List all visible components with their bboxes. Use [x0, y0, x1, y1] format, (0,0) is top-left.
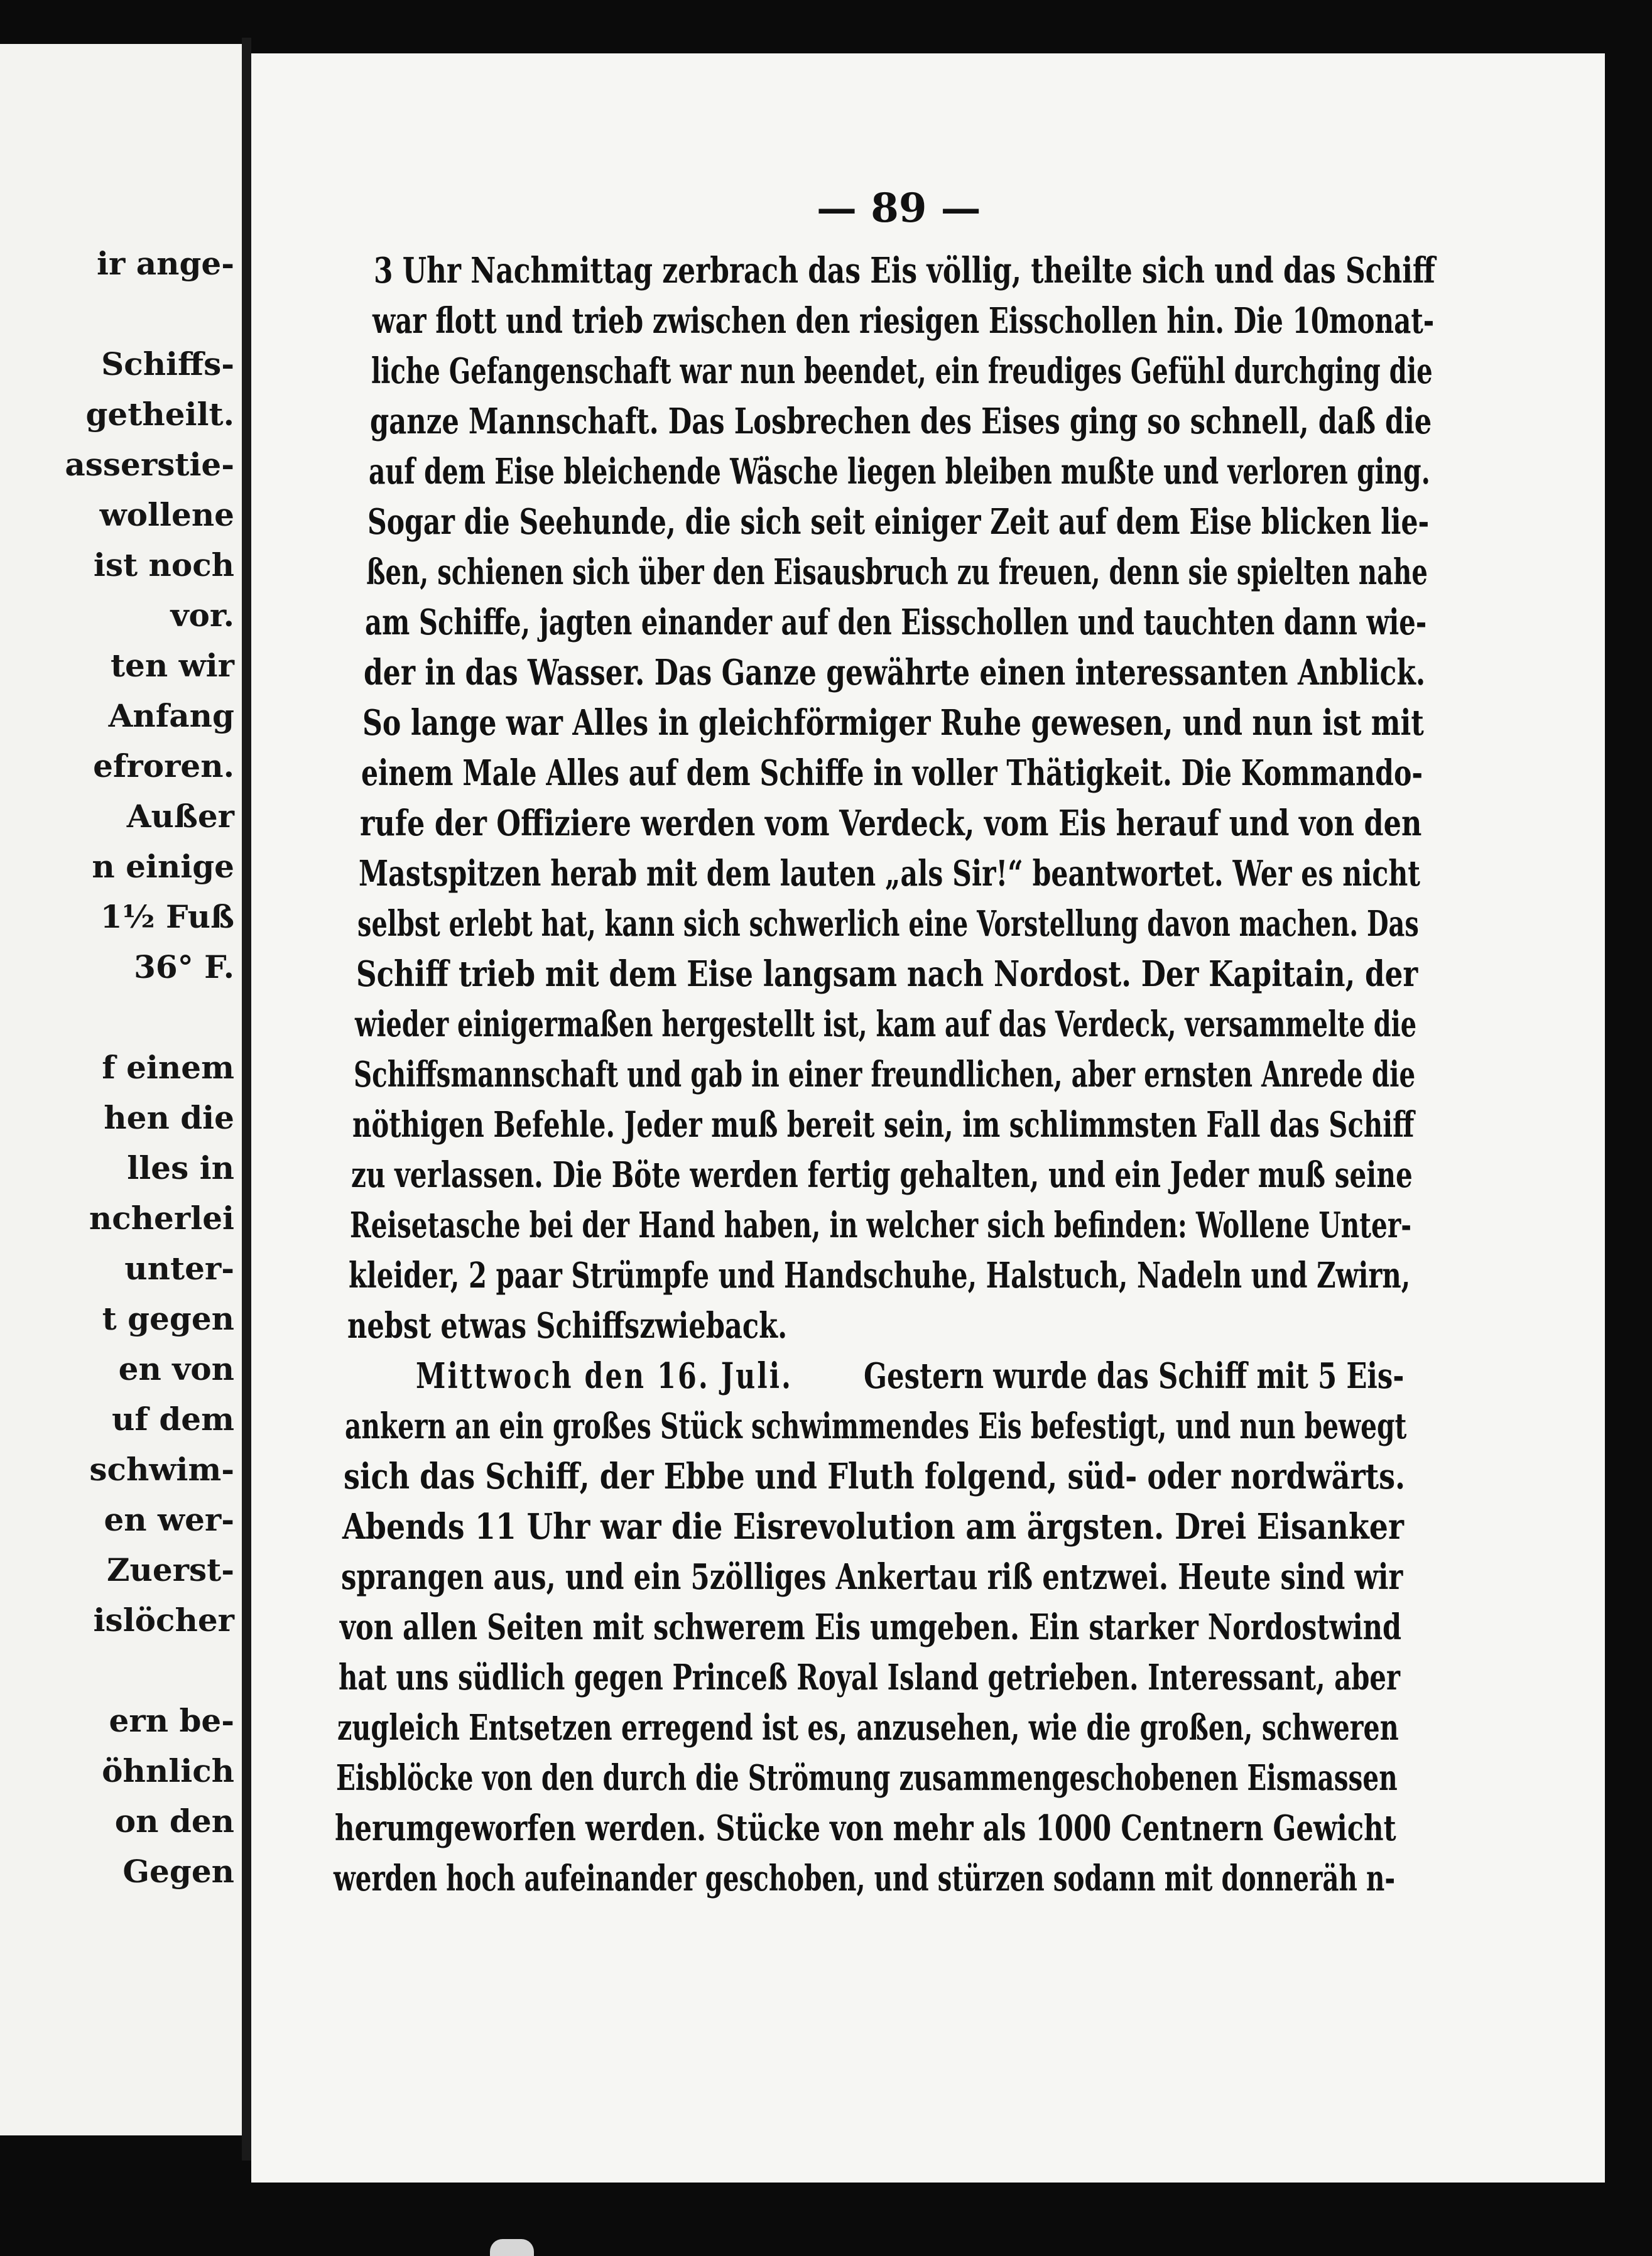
- left-line: 36° F.: [134, 948, 234, 985]
- left-line: ir ange-: [96, 245, 234, 282]
- text-line: von allen Seiten mit schwerem Eis umgeben. Ein starker Nordostwind: [340, 1607, 1402, 1648]
- date-heading: Mittwoch den 16. Juli.: [416, 1355, 793, 1397]
- text-line: hat uns südlich gegen Princeß Royal Island getrieben. Interessant, aber: [339, 1657, 1400, 1698]
- left-line: on den: [114, 1803, 234, 1840]
- text-line: einem Male Alles auf dem Schiffe in voller Thätigkeit. Die Kommando-: [361, 752, 1423, 794]
- text-line: ankern an ein großes Stück schwimmendes Eis befestigt, und nun bewegt: [345, 1406, 1407, 1447]
- left-line: n einige: [92, 848, 234, 885]
- left-line: efroren.: [93, 747, 234, 784]
- left-line: Anfang: [108, 697, 234, 734]
- left-line: Gegen: [122, 1853, 234, 1890]
- text-line: sich das Schiff, der Ebbe und Fluth folgend, süd- oder nordwärts.: [344, 1456, 1406, 1497]
- text-line: 3 Uhr Nachmittag zerbrach das Eis völlig, theilte sich und das Schiff: [374, 250, 1435, 291]
- page-number: — 89 —: [817, 185, 981, 232]
- left-line: wollene: [99, 496, 234, 533]
- text-line: ganze Mannschaft. Das Losbrechen des Eises ging so schnell, daß die: [370, 401, 1432, 442]
- left-line: f einem: [102, 1049, 234, 1086]
- right-page: [251, 53, 1605, 2183]
- text-line: liche Gefangenschaft war nun beendet, ein freudiges Gefühl durchging die: [371, 350, 1433, 392]
- left-line: Zuerst-: [106, 1551, 234, 1588]
- left-line: getheilt.: [85, 396, 234, 433]
- text-line: Gestern wurde das Schiff mit 5 Eis-: [864, 1355, 1405, 1397]
- text-line: Schiff trieb mit dem Eise langsam nach Nordost. Der Kapitain, der: [356, 953, 1418, 995]
- left-line: asserstie-: [65, 446, 234, 483]
- text-line: am Schiffe, jagten einander auf den Eisschollen und tauchten dann wie-: [365, 602, 1427, 643]
- text-line: Abends 11 Uhr war die Eisrevolution am ärgsten. Drei Eisanker: [342, 1506, 1404, 1548]
- text-line: rufe der Offiziere werden vom Verdeck, vom Eis herauf und von den: [360, 803, 1422, 844]
- left-line: Schiffs-: [101, 345, 234, 382]
- scan-artifact: [490, 2239, 534, 2256]
- left-line: schwim-: [89, 1451, 234, 1488]
- left-line: ncherlei: [89, 1200, 234, 1237]
- left-line: ist noch: [93, 546, 234, 583]
- left-line: islöcher: [93, 1602, 234, 1639]
- book-gutter: [242, 38, 251, 2161]
- text-line: So lange war Alles in gleichförmiger Ruhe gewesen, und nun ist mit: [362, 702, 1424, 744]
- left-line: 1½ Fuß: [100, 898, 234, 935]
- left-line: hen die: [104, 1099, 234, 1136]
- left-line: ern be-: [109, 1702, 234, 1739]
- left-line: uf dem: [112, 1401, 234, 1438]
- text-line: wieder einigermaßen hergestellt ist, kam auf das Verdeck, versammelte die: [355, 1004, 1417, 1045]
- text-line: Reisetasche bei der Hand haben, in welcher sich befinden: Wollene Unter-: [350, 1205, 1412, 1246]
- text-line: war flott und trieb zwischen den riesigen Eisschollen hin. Die 10monat-: [372, 300, 1435, 342]
- left-line: ten wir: [110, 647, 234, 684]
- left-line: t gegen: [102, 1300, 234, 1337]
- left-page-fragment: [0, 44, 242, 2135]
- text-line: der in das Wasser. Das Ganze gewährte einen interessanten Anblick.: [364, 652, 1426, 693]
- text-line: selbst erlebt hat, kann sich schwerlich eine Vorstellung davon machen. Das: [357, 903, 1419, 945]
- text-line: Sogar die Seehunde, die sich seit einiger Zeit auf dem Eise blicken lie-: [367, 501, 1430, 543]
- text-line: nebst etwas Schiffszwieback.: [347, 1305, 788, 1347]
- left-line: lles in: [127, 1149, 234, 1186]
- text-line: sprangen aus, und ein 5zölliges Ankertau riß entzwei. Heute sind wir: [341, 1556, 1403, 1598]
- left-line: vor.: [170, 597, 234, 634]
- text-line: Eisblöcke von den durch die Strömung zusammengeschobenen Eismassen: [336, 1757, 1398, 1799]
- left-line: Außer: [126, 798, 234, 835]
- text-line: Schiffsmannschaft und gab in einer freundlichen, aber ernsten Anrede die: [354, 1054, 1416, 1095]
- text-line: auf dem Eise bleichende Wäsche liegen bleiben mußte und verloren ging.: [369, 451, 1430, 492]
- left-line: en wer-: [104, 1501, 234, 1538]
- text-line: zu verlassen. Die Böte werden fertig gehalten, und ein Jeder muß seine: [351, 1154, 1413, 1196]
- text-line: werden hoch aufeinander geschoben, und stürzen sodann mit donneräh n-: [334, 1858, 1396, 1899]
- text-line: zugleich Entsetzen erregend ist es, anzusehen, wie die großen, schweren: [337, 1707, 1399, 1749]
- text-line: ßen, schienen sich über den Eisausbruch zu freuen, denn sie spielten nahe: [366, 551, 1428, 593]
- left-line: unter-: [124, 1250, 234, 1287]
- left-line: en von: [118, 1350, 234, 1387]
- text-line: nöthigen Befehle. Jeder muß bereit sein, im schlimmsten Fall das Schiff: [352, 1104, 1415, 1146]
- text-line: herumgeworfen werden. Stücke von mehr als 1000 Centnern Gewicht: [335, 1808, 1396, 1849]
- left-line: öhnlich: [102, 1752, 234, 1789]
- text-line: Mastspitzen herab mit dem lauten „als Sir!“ beantwortet. Wer es nicht: [359, 853, 1420, 894]
- text-line: kleider, 2 paar Strümpfe und Handschuhe, Halstuch, Nadeln und Zwirn,: [349, 1255, 1411, 1296]
